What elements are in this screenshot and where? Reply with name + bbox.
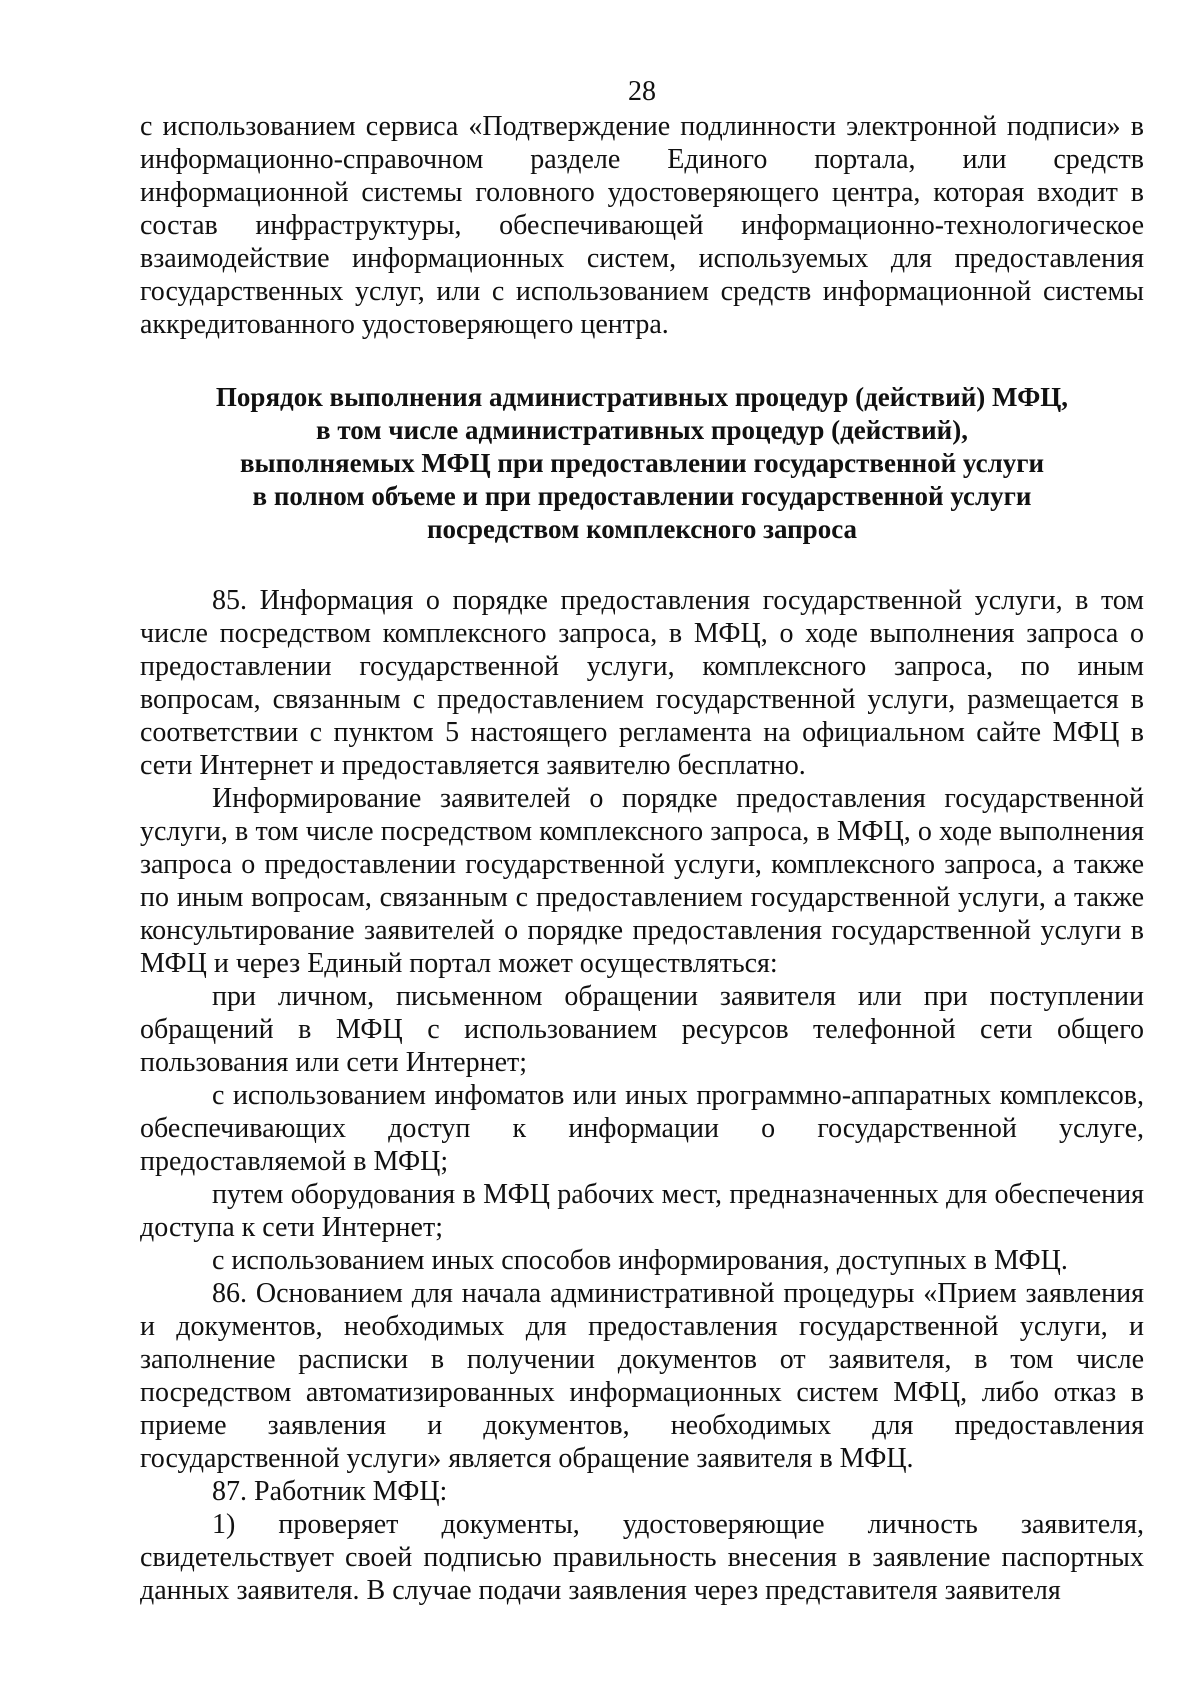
page-number: 28	[628, 76, 656, 107]
paragraph-86: 86. Основанием для начала административной процедуры «Прием заявления и документов, необходимых для предоставления государственной услуги, и заполнение расписки в получении документов от заявителя, в том числе посредством автоматизированных информационных систем МФЦ, либо отказ в приеме заявления и документов, необходимых для предоставления государственной услуги» является обращение заявителя в МФЦ.	[140, 1278, 1144, 1474]
paragraph-87-item-1: 1) проверяет документы, удостоверяющие личность заявителя, свидетельствует своей подписью правильность внесения в заявление паспортных данных заявителя. В случае подачи заявления через представителя заявителя	[140, 1509, 1144, 1606]
heading-line: выполняемых МФЦ при предоставлении государственной услуги	[239, 448, 1045, 478]
list-item-personal-appeal: при личном, письменном обращении заявителя или при поступлении обращений в МФЦ с использованием ресурсов телефонной сети общего пользования или сети Интернет;	[140, 981, 1144, 1078]
heading-line: в полном объеме и при предоставлении государственной услуги	[252, 481, 1032, 511]
heading-line: Порядок выполнения административных процедур (действий) МФЦ,	[215, 382, 1069, 412]
list-item-workplaces: путем оборудования в МФЦ рабочих мест, предназначенных для обеспечения доступа к сети Интернет;	[140, 1179, 1144, 1243]
list-item-other-methods: с использованием иных способов информирования, доступных в МФЦ.	[212, 1245, 1068, 1276]
heading-line: в том числе административных процедур (действий),	[316, 415, 968, 445]
intro-paragraph: с использованием сервиса «Подтверждение подлинности электронной подписи» в информационно-справочном разделе Единого портала, или средств информационной системы головного удостоверяющего центра, которая входит в состав инфраструктуры, обеспечивающей информационно-технологическое взаимодействие информационных систем, используемых для предоставления государственных услуг, или с использованием средств информационной системы аккредитованного удостоверяющего центра.	[140, 111, 1144, 340]
list-item-infomats: с использованием инфоматов или иных программно-аппаратных комплексов, обеспечивающих доступ к информации о государственной услуге, предоставляемой в МФЦ;	[140, 1080, 1144, 1177]
document-page	[140, 76, 1144, 1607]
heading-line: посредством комплексного запроса	[426, 514, 858, 544]
section-heading	[140, 381, 1144, 546]
paragraph-85: 85. Информация о порядке предоставления государственной услуги, в том числе посредством комплексного запроса, в МФЦ, о ходе выполнения запроса о предоставлении государственной услуги, комплексного запроса, по иным вопросам, связанным с предоставлением государственной услуги, размещается в соответствии с пунктом 5 настоящего регламента на официальном сайте МФЦ в сети Интернет и предоставляется заявителю бесплатно.	[140, 585, 1144, 781]
paragraph-informing: Информирование заявителей о порядке предоставления государственной услуги, в том числе посредством комплексного запроса, в МФЦ, о ходе выполнения запроса о предоставлении государственной услуги, комплексного запроса, а также по иным вопросам, связанным с предоставлением государственной услуги, а также консультирование заявителей о порядке предоставления государственной услуги в МФЦ и через Единый портал может осуществляться:	[140, 783, 1144, 979]
paragraph-87: 87. Работник МФЦ:	[212, 1476, 448, 1507]
